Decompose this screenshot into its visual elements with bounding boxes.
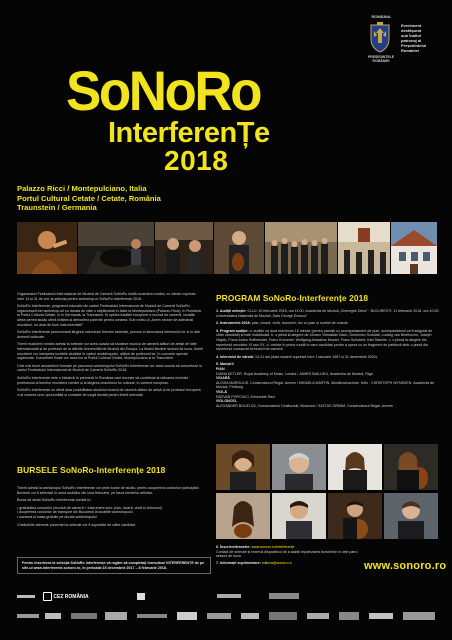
burse-paragraph: Tinerii admiși la workshopul SoNoRo Interferențe vor primi burse de studiu, pentru acoperirea costurilor participării. Bursierii vor fi selectați în urma audițiilor din luna februarie, pe baza meritelor artistice. <box>17 486 200 495</box>
sponsor-logo <box>217 594 241 598</box>
photo-1 <box>17 222 77 274</box>
program-footer-text: ioilieva@sonoro.ro <box>261 560 292 565</box>
mentor-photo <box>272 493 326 539</box>
coat-of-arms-icon <box>368 21 392 53</box>
location-germany: Traunstein / Germania <box>17 203 97 213</box>
program-item-text: pian, vioară, violă, violoncel; trio cu pian și cvartet de coarde. <box>251 321 349 326</box>
mentor-photo <box>216 493 270 539</box>
mentor-photo <box>384 493 438 539</box>
burse-bullet-text: acoperirea costurilor de transport din București la locațiile workshopului <box>19 510 133 515</box>
mentor-group <box>216 367 440 376</box>
burse-bullet-text: cazarea și masa gratuite pe durata workshopului <box>19 514 97 519</box>
mentor-instrument: PIAN <box>216 366 225 371</box>
program-item <box>216 309 440 318</box>
mentor-group <box>216 399 440 408</box>
program-footer-text: Contact de selecție și rezervă dispozitivul de a stabili repartizarea bursierilor în cele patru sesiuni de lucru. <box>216 549 358 559</box>
program-footer-item <box>216 561 366 566</box>
mentor-photo <box>384 444 438 490</box>
program-heading: PROGRAM SoNoRo-Interferențe 2018 <box>216 293 369 303</box>
program-item-heading: 4. Intervalul de vârstă: <box>216 354 254 359</box>
presidency-caption <box>364 55 398 63</box>
photo-3 <box>155 222 213 274</box>
registration-box <box>17 557 211 574</box>
website-url[interactable]: www.sonoro.ro <box>364 560 447 572</box>
patronage-line: Președintelui <box>401 43 427 48</box>
program-footer-heading: 6. Înscriere/transfer: <box>216 545 251 549</box>
sponsor-logo <box>17 614 39 618</box>
mentor-instrument: VIOARĂ <box>216 376 230 381</box>
country-label: ROMÂNIA <box>371 14 391 19</box>
patronage-text <box>401 23 441 53</box>
sponsor-cez <box>43 592 89 601</box>
photo-7 <box>391 222 437 274</box>
sponsor-logo <box>45 613 61 619</box>
sponsor-logo <box>137 593 145 600</box>
program-footer-item <box>216 550 366 559</box>
mentor-names: RĂZVAN POPOVICI, Ensemble Ravi <box>216 394 275 399</box>
sponsor-logo <box>403 612 435 620</box>
sponsor-logo <box>17 595 35 598</box>
patronage-line: desfășurat <box>401 28 422 33</box>
mentor-names: ALISSA MARGULIS, Conservatorul Regal, Anvers / MIHAELA MARTIN, Musikhochschule, Köln · CHRISTOPH WYNEKEN, Academia de Muzică, Freiburg <box>216 380 435 390</box>
program-item <box>216 321 440 326</box>
program-item-text: CLUJ: 10 februarie 2018, ora 11:00, Academia de Muzică „Gheorghe Dima” · BUCUREȘTI: 11 februarie 2018, ora 10:30, Universitatea Națională de Muzică „Sala George Enescu” <box>216 309 440 318</box>
burse-paragraph: Cheltuielile aferente prezenței la selecție vor fi suportate de către candidat. <box>17 522 136 527</box>
sponsor-logo <box>207 613 231 619</box>
mentor-photo <box>272 444 326 490</box>
sponsor-logo <box>269 593 299 599</box>
sponsor-row-bottom <box>17 611 437 623</box>
sponsor-name: CEZ ROMÂNIA <box>53 593 89 600</box>
program-footer-heading: 7. Informații suplimentare: <box>216 560 261 565</box>
mentor-photo <box>328 493 382 539</box>
intro-paragraph: SoNoRo Interferențe, programul educativ din cadrul Festivalului Internațional de Muzică de Cameră SoNoRo, organizează trei workshop-uri cu durata de câte o săptămână în Italia la Montepulciano (Palazzo Ricci), în România, la Portul Cultural Cetate, și în Germania, la Traunstein. În spiritul tradiției europene a muzicii de cameră, locațiile alese permit studiu oferă liniștea și atmosfera potrivite pentru crearea. Sub motto-ul „Avem nevoie de adevărați muzicieni, nu doar de buni instrumentiști!” <box>17 304 202 327</box>
cez-icon <box>43 592 52 601</box>
festival-logo-interferente: InterferenȚe <box>108 117 270 149</box>
location-romania: Portul Cultural Cetate / Cetate, România <box>17 193 161 203</box>
intro-paragraph: Cele mai bune ansambluri formate pe parcursul workshopului SoNoRo Interferențe vor avea ocazia să concerteze în cadrul Festivalului Internațional de Muzică de Cameră SoNoRo 2018. <box>17 363 203 373</box>
intro-paragraph: Tinerii muzicieni români admiși la selecție vor avea ocazia să studieze muzica de cameră alături de artiști de talie internațională și de profesori de la diferite Universități de Muzică din Europa. La finalul fiecărei sesiuni de lucru, tinerii muzicieni vor interpreta lucrările studiate în cadrul workshopului, alături de profesorii lor, în concerte special organizate. Concertele finale vor avea loc la Portul Cultural Cetate, Montepulciano și la Traunstein. <box>17 342 203 361</box>
photo-6 <box>338 222 390 274</box>
burse-paragraph: Bursa de studii SoNoRo Interferențe constă în: <box>17 498 92 503</box>
program-item-text: a. audiție va dura maximum 15 minute (pentru pianiști cu acompaniament de pian, acompaniatorul va fi asigurat de către candidat) și este individuală. b. o piesă la alegere de Johann Sebastian Bach, Domenico Scarlatti, Ludwig van Beethoven, Joseph Haydn, Franz Anton Hoffmeister, Franz Krommer, Wolfgang Amadeus Mozart, Franz Schubert, Karl Stamitz. c. o piesă la alegere din repertoriul secolelor XI sau XX. d. cerințe în prima rundă în care candidați pentru a opera cu un fragment de partitură dintr-o piesă din repertoriul consacrat al muzicii de cameră. <box>216 328 433 352</box>
program-item <box>216 355 440 360</box>
intro-text <box>17 292 203 400</box>
mentor-group <box>216 376 440 390</box>
mentor-photo <box>216 444 270 490</box>
burse-text <box>17 486 203 530</box>
patronage-line: Eveniment <box>401 23 422 28</box>
mentor-names: DIANA KETLER, Royal Academy of Music, Londra / JAMES BAILLIEU, Academia de Muzică, Riga <box>216 371 373 376</box>
presidency-caption-line: ROMÂNIEI <box>372 59 390 64</box>
patronage-line: României <box>401 48 420 53</box>
program-footer-text: www.sonoro.ro/interferente <box>251 545 295 549</box>
festival-year: 2018 <box>164 145 229 176</box>
program-footer <box>216 545 366 565</box>
presidency-block <box>364 14 442 76</box>
sponsor-logo <box>241 613 259 619</box>
locations-list <box>17 184 277 213</box>
burse-heading: BURSELE SoNoRo-Interferențe 2018 <box>17 465 166 475</box>
intro-paragraph: SoNoRo Interferențe este o inițiativă în premieră în România care dorește să contribuie la ridicarea nivelului profesional al tinerilor muzicieni români și la lărgirea orizontului lor cultural, în context european. <box>17 375 189 385</box>
patronage-line: patronaj al <box>401 38 422 43</box>
intro-paragraph: SoNoRo Interferențe nu oferă doar posibilitatea studiului muzicii de cameră alături de artiști și de profesori europeni, ci și crearea unor oportunități și contacte de lungă durată pentru tinerii selectați. <box>17 388 202 397</box>
burse-bullet: • acoperirea costurilor de transport din București la locațiile workshopului <box>17 510 133 515</box>
mentor-instrument: VIOLĂ <box>216 389 227 394</box>
sponsor-logo <box>105 612 127 620</box>
mentor-names: ALEXANDER BOUZLOV, Conservatorul Ceaikovski, Moscova / JUSTUS GRIMM, Conservatorul Regal, Anvers <box>216 403 393 408</box>
sponsor-logo <box>369 613 393 619</box>
photo-4 <box>214 222 264 274</box>
intro-paragraph: Organizatori Festivalului Internațional de Muzică de Cameră SoNoRo invită muzicieni români, cu vârste cuprinse între 14 și 31 de ani, la selecția pentru workshop-ul SoNoRo Interferențe 2018. <box>17 292 196 301</box>
sponsor-logo <box>177 612 197 620</box>
program-item-heading: 3. Program audiție: <box>216 328 249 333</box>
program-item-heading: 1. Audiții selecție: <box>216 309 247 313</box>
sponsor-logo <box>339 612 359 620</box>
mentor-instrument: VIOLONCEL <box>216 399 237 404</box>
burse-bullet: • gratuitatea cursurilor (muzică de cameră + instrument solo: pian, vioară, violă și violoncel) <box>17 505 162 510</box>
program-item <box>216 329 440 352</box>
mentor-photo <box>328 444 382 490</box>
sponsor-logo <box>137 614 167 618</box>
registration-text: Pentru înscrierea la selecția SoNoRo Interferențe vă rugăm să completați formularul INTERFERENȚE de pe site-ul www.interferente.sonoro.ro, în perioada 15 decembrie 2017 – 8 februarie 2018. <box>22 561 205 570</box>
presidency-caption-line: PREȘEDINTELE <box>368 55 394 59</box>
mentor-group <box>216 390 440 399</box>
sponsor-row-top <box>17 592 437 602</box>
mentors-heading: 5. Maeștrii <box>216 362 234 367</box>
burse-bullet-text: gratuitatea cursurilor (muzică de cameră + instrument solo: pian, vioară, violă și violoncel) <box>19 505 162 510</box>
location-italy: Palazzo Ricci / Montepulciano, Italia <box>17 184 147 193</box>
sponsor-logo <box>71 613 97 619</box>
sponsor-logo <box>307 613 329 619</box>
program-list <box>216 309 440 408</box>
program-item-text: 14-31 ani (data nașterii cuprinsă între 1 ianuarie 1987 și 31 decembrie 2004). <box>254 354 378 359</box>
intro-paragraph: SoNoRo Interferențe promovează lărgirea orizontului tinerilor selectați, precum și stimularea interesului lor și în alte domenii culturale. <box>17 330 200 339</box>
festival-logo-sonoro: SoNoRo <box>66 60 261 123</box>
patronage-line: sub Înaltul <box>401 33 421 38</box>
photo-5 <box>265 222 337 274</box>
program-item-heading: 2. Instrumente 2018: <box>216 321 251 326</box>
burse-bullet: • cazarea și masa gratuite pe durata workshopului <box>17 514 97 519</box>
photo-2 <box>78 222 154 274</box>
sponsor-logo <box>269 612 297 620</box>
